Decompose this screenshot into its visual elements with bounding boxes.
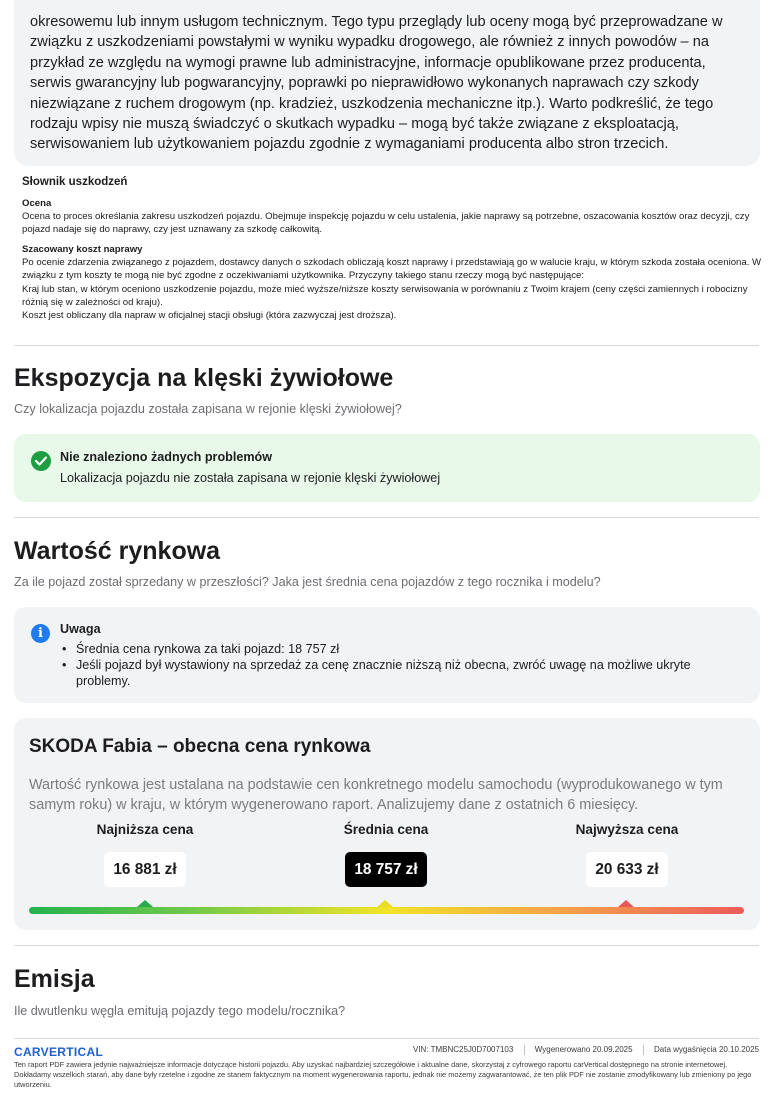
current-price-description: Wartość rynkowa jest ustalana na podstawie cen konkretnego modelu samochodu (wyprodukowanego w tym samym roku) w kraju, w którym wygenerowano raport. Analizujemy dane z ostatnich 6 miesięcy. bbox=[29, 777, 723, 814]
max-price bbox=[527, 822, 727, 887]
glossary-def-koszt-line-2: Kraj lub stan, w którym oceniono uszkodzenie pojazdu, może mieć wyższe/niższe koszty serwisowania w porównaniu z Twoim krajem (ceny części zamiennych i robocizny różnią się w zależności od kraju). bbox=[22, 283, 748, 309]
glossary-def-koszt bbox=[22, 256, 762, 323]
max-price-value: 20 633 zł bbox=[586, 852, 667, 887]
glossary-term-ocena: Ocena bbox=[22, 198, 52, 209]
list-item: • Jeśli pojazd był wystawiony na sprzedaż za cenę znacznie niższą niż obecna, zwróć uwagę na możliwe ukryte problemy. bbox=[60, 657, 740, 689]
market-notice-box bbox=[14, 607, 760, 703]
damage-info-text: okresowemu lub innym usługom technicznym. Tego typu przeglądy lub oceny mogą być przeprowadzane w związku z uszkodzeniami powstałymi w wyniku wypadku drogowego, ale również z innych powodów – na przykład ze względu na wymogi prawne lub administracyjne, informacje opublikowane przez producenta, serwis gwarancyjny lub pogwarancyjny, poprawki po nieprawidłowo wykonanych naprawach czy szkody niezwiązane z ruchem drogowym (np. kradzież, uszkodzenia mechaniczne itp.). Warto podkreślić, że tego rodzaju wpisy nie muszą świadczyć o skutkach wypadku – mogą być także związane z eksploatacją, serwisowaniem lub użytkowaniem pojazdu zgodnie z wymaganiami producenta albo stron trzecich. bbox=[30, 14, 723, 153]
disaster-section-title: Ekspozycja na klęski żywiołowe bbox=[14, 364, 394, 392]
min-price-label: Najniższa cena bbox=[96, 822, 194, 837]
max-price-label: Najwyższa cena bbox=[575, 822, 679, 837]
min-price-marker bbox=[137, 900, 153, 907]
meta-separator bbox=[643, 1045, 644, 1055]
emission-section-title: Emisja bbox=[14, 965, 95, 993]
glossary-def-koszt-line-1: Po ocenie zdarzenia związanego z pojazdem, dostawcy danych o szkodach obliczają koszt naprawy i przedstawiają go w walucie kraju, w którym szkoda została oceniona. W związku z tym koszty te mogą nie być zgodne z oczekiwaniami użytkownika. Przyczyny takiego stanu rzeczy mogą być następujące: bbox=[22, 256, 762, 282]
footer-disclaimer: Ten raport PDF zawiera jedynie najważniejsze informacje dotyczące historii pojazdu. Aby uzyskać najbardziej szczegółowe i aktualne dane, skorzystaj z cyfrowego raportu carVertical dostępnego na stronie internetowej. Dokładamy wszelkich starań, aby dane były rzetelne i zgodne ze stanem faktycznym na moment wygenerowania raportu, jednak nie możemy zagwarantować, że ten plik PDF nie zostanie zmodyfikowany lub zmieniony po jego utworzeniu. bbox=[14, 1060, 752, 1089]
report-meta bbox=[413, 1045, 759, 1055]
max-price-marker bbox=[618, 900, 634, 907]
disaster-result-box bbox=[14, 434, 760, 502]
avg-price-marker bbox=[377, 900, 393, 907]
price-range-bar bbox=[29, 907, 744, 914]
avg-price-value: 18 757 zł bbox=[345, 852, 426, 887]
avg-price bbox=[286, 822, 486, 887]
market-notice-list bbox=[60, 641, 740, 690]
report-generated-date: Wygenerowano 20.09.2025 bbox=[534, 1045, 633, 1055]
glossary-def-ocena: Ocena to proces określania zakresu uszkodzeń pojazdu. Obejmuje inspekcję pojazdu w celu ustalenia, jakie naprawy są potrzebne, oszacowania kosztów oraz decyzji, czy pojazd nadaje się do naprawy, czy jest uznawany za szkodę całkowitą. bbox=[22, 211, 750, 236]
info-circle-icon: i bbox=[31, 624, 50, 643]
disaster-result-title: Nie znaleziono żadnych problemów bbox=[60, 450, 273, 464]
current-price-card bbox=[14, 718, 760, 930]
section-divider bbox=[14, 945, 759, 946]
footer-divider bbox=[14, 1038, 759, 1039]
glossary-title: Słownik uszkodzeń bbox=[22, 176, 128, 188]
report-expiry-date: Data wygaśnięcia 20.10.2025 bbox=[654, 1045, 759, 1055]
glossary-term-koszt: Szacowany koszt naprawy bbox=[22, 243, 143, 255]
glossary-def-koszt-line-3: Koszt jest obliczany dla napraw w oficjalnej stacji obsługi (która zazwyczaj jest droższa). bbox=[22, 310, 397, 322]
report-vin: VIN: TMBNC25J0D7007103 bbox=[412, 1045, 514, 1055]
min-price bbox=[45, 822, 245, 887]
meta-separator bbox=[524, 1045, 525, 1055]
damage-glossary bbox=[22, 176, 762, 330]
market-section-question: Za ile pojazd został sprzedany w przeszłości? Jaka jest średnia cena pojazdów z tego rocznika i modelu? bbox=[14, 575, 601, 589]
check-circle-icon bbox=[31, 451, 51, 471]
market-section-title: Wartość rynkowa bbox=[14, 537, 221, 565]
list-item: • Średnia cena rynkowa za taki pojazd: 18 757 zł bbox=[60, 641, 740, 657]
disaster-result-text: Lokalizacja pojazdu nie została zapisana w rejonie klęski żywiołowej bbox=[60, 471, 441, 485]
disaster-section-question: Czy lokalizacja pojazdu została zapisana w rejonie klęski żywiołowej? bbox=[14, 402, 402, 416]
avg-price-label: Średnia cena bbox=[343, 822, 429, 837]
min-price-value: 16 881 zł bbox=[104, 852, 185, 887]
section-divider bbox=[14, 345, 759, 346]
current-price-title: SKODA Fabia – obecna cena rynkowa bbox=[29, 736, 371, 757]
emission-section-question: Ile dwutlenku węgla emitują pojazdy tego modelu/rocznika? bbox=[14, 1004, 346, 1018]
market-notice-title: Uwaga bbox=[60, 622, 101, 636]
section-divider bbox=[14, 517, 759, 518]
damage-info-card bbox=[14, 0, 760, 166]
carvertical-logo: CARVERTICAL bbox=[14, 1045, 104, 1059]
